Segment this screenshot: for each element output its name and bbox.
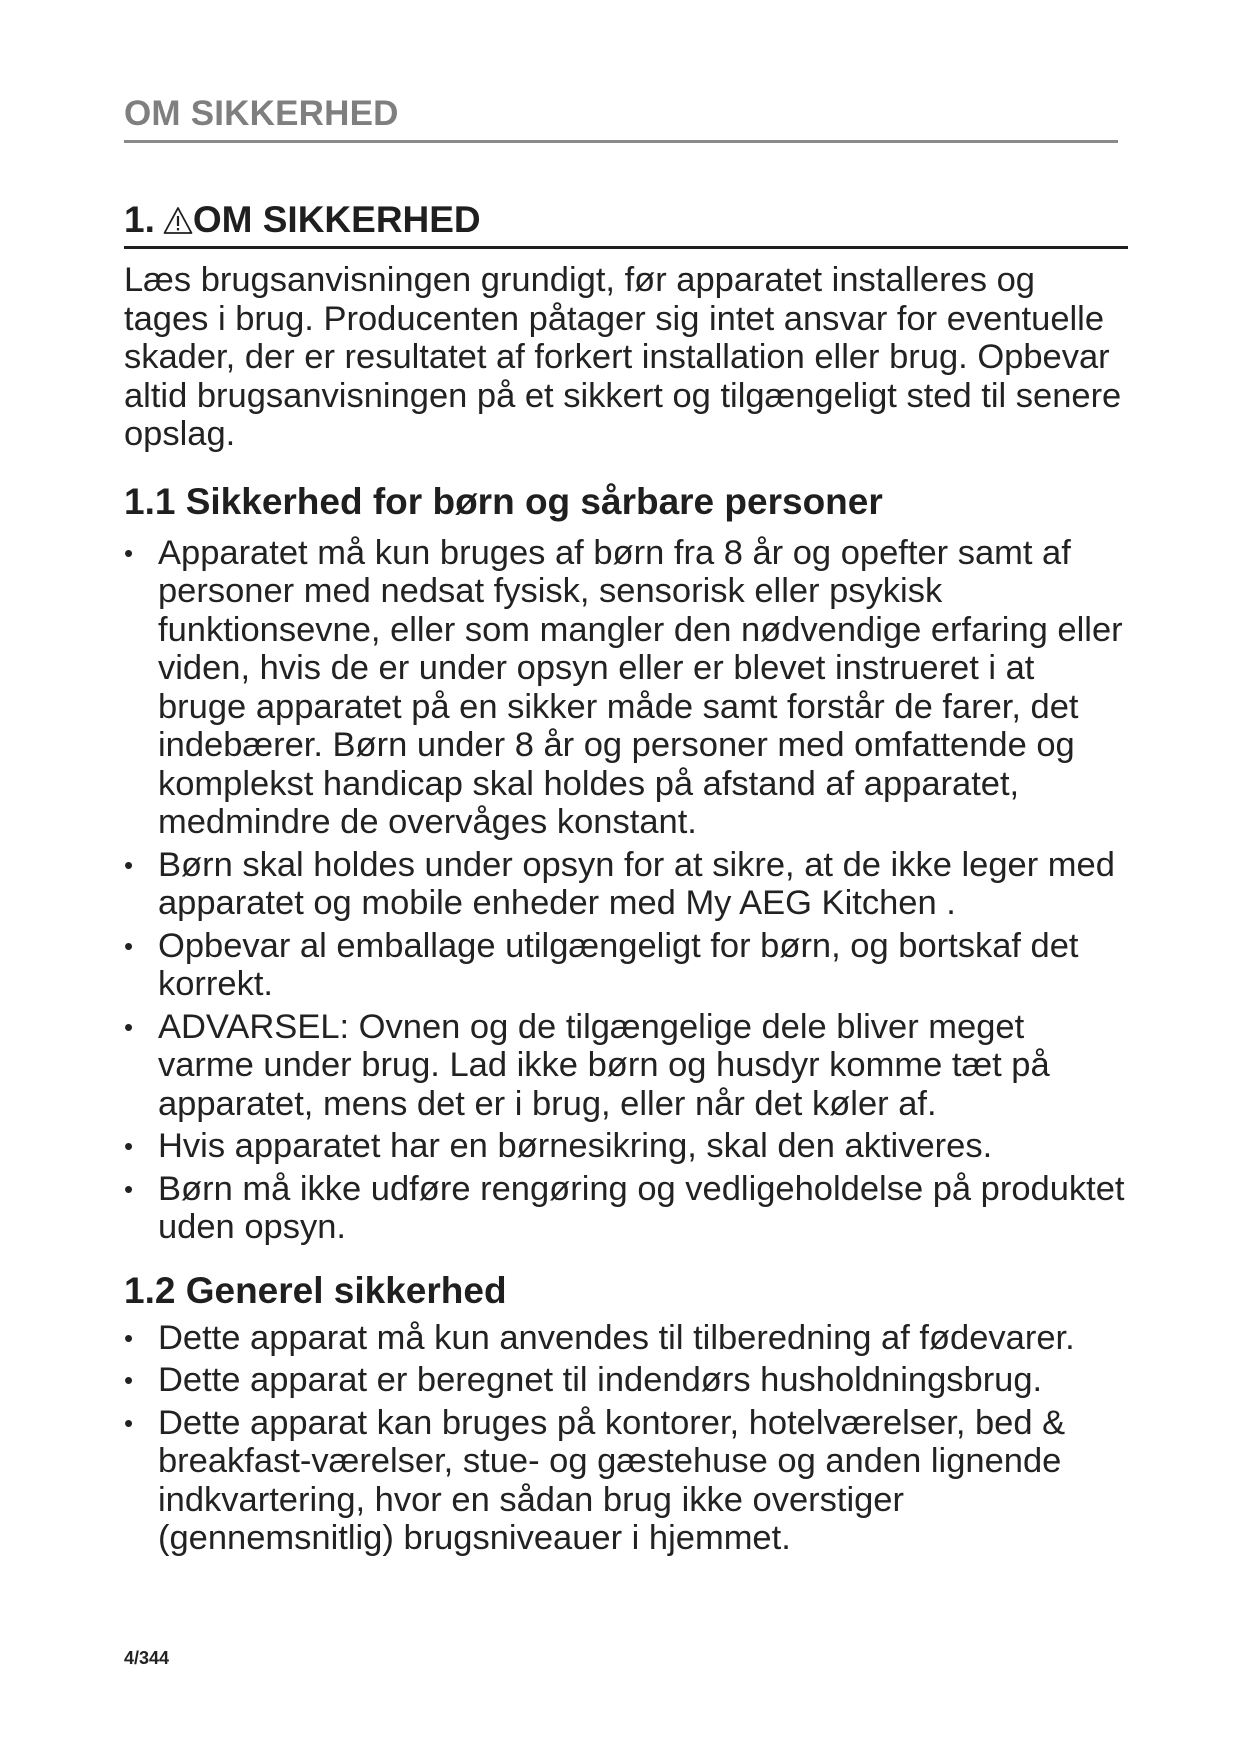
chapter-title xyxy=(124,198,1128,249)
list-item xyxy=(124,1404,1128,1558)
bullet-icon: • xyxy=(124,1173,134,1204)
bullet-icon: • xyxy=(124,849,134,880)
list-item-text: Dette apparat er beregnet til indendørs husholdningsbrug. xyxy=(158,1361,1043,1399)
list-item xyxy=(124,534,1128,842)
intro-paragraph: Læs brugsanvisningen grundigt, før apparatet installeres og tages i brug. Producenten påtager sig intet ansvar for eventuelle skader, der er resultatet af forkert installation eller brug. Opbevar altid brugsanvisningen på et sikkert og tilgængeligt sted til senere opslag. xyxy=(124,261,1122,453)
chapter-title-text: OM SIKKERHED xyxy=(192,199,481,240)
bullet-icon: • xyxy=(124,1322,134,1353)
bullet-icon: • xyxy=(124,930,134,961)
section-1-title: 1.1 Sikkerhed for børn og sårbare personer xyxy=(124,480,883,522)
list-item-text: Børn må ikke udføre rengøring og vedligeholdelse på produktet uden opsyn. xyxy=(158,1169,1125,1246)
bullet-icon: • xyxy=(124,1011,134,1042)
list-item-text: Dette apparat kan bruges på kontorer, hotelværelser, bed & breakfast-værelser, stue- og gæstehuse og anden lignende indkvartering, hvor en sådan brug ikke overstiger (gennemsnitlig) brugsniveauer i hjemmet. xyxy=(158,1403,1066,1557)
list-item xyxy=(124,927,1128,1004)
list-item xyxy=(124,1319,1128,1358)
section-2-list xyxy=(124,1319,1128,1558)
list-item-text: Hvis apparatet har en børnesikring, skal den aktiveres. xyxy=(158,1127,993,1165)
bullet-icon: • xyxy=(124,1365,134,1395)
page-number: 4/344 xyxy=(124,1648,170,1668)
list-item xyxy=(124,1127,1128,1166)
list-item-text: Dette apparat må kun anvendes til tilberedning af fødevarer. xyxy=(158,1318,1075,1357)
bullet-icon: • xyxy=(124,1407,134,1438)
chapter-number: 1. xyxy=(124,199,155,240)
section-2-title: 1.2 Generel sikkerhed xyxy=(124,1269,507,1311)
list-item xyxy=(124,1170,1128,1247)
list-item-text: ADVARSEL: Ovnen og de tilgængelige dele bliver meget varme under brug. Lad ikke børn og husdyr komme tæt på apparatet, mens det er i brug, eller når det køler af. xyxy=(158,1007,1050,1123)
list-item-text: Apparatet må kun bruges af børn fra 8 år og opefter samt af personer med nedsat fysisk, sensorisk eller psykisk funktionsevne, eller som mangler den nødvendige erfaring eller viden, hvis de er under opsyn eller er blevet instrueret i at bruge apparatet på en sikker måde samt forstår de farer, det indebærer. Børn under 8 år og personer med omfattende og komplekst handicap skal holdes på afstand af apparatet, medmindre de overvåges konstant. xyxy=(158,533,1123,841)
page-content xyxy=(124,198,1128,1562)
warning-triangle-icon xyxy=(163,206,193,236)
list-item xyxy=(124,1361,1128,1400)
list-item-text: Børn skal holdes under opsyn for at sikre, at de ikke leger med apparatet og mobile enheder med My AEG Kitchen . xyxy=(158,845,1115,922)
running-header: OM SIKKERHED xyxy=(124,94,1118,143)
bullet-icon: • xyxy=(124,1131,134,1161)
bullet-icon: • xyxy=(124,537,134,568)
list-item-text: Opbevar al emballage utilgængeligt for børn, og bortskaf det korrekt. xyxy=(158,926,1079,1003)
list-item xyxy=(124,1008,1128,1124)
list-item xyxy=(124,846,1128,923)
section-1-list xyxy=(124,534,1128,1247)
